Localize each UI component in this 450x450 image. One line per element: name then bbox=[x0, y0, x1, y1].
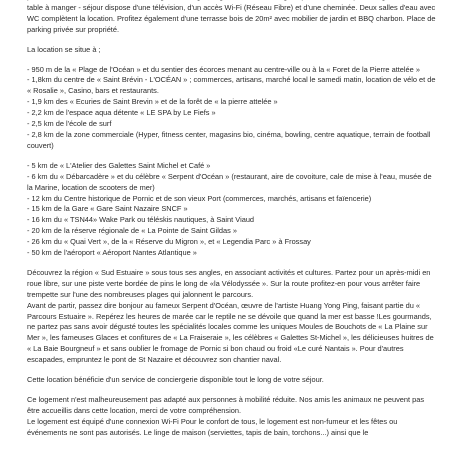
list-item: - 5 km de « L'Atelier des Galettes Saint Michel et Café » bbox=[27, 160, 211, 170]
logement-paragraph-2: Le logement est équipé d'une connexion Wi-Fi Pour le confort de tous, le logement est non-fumeur et les fêtes ou événements ne sont pas autorisés. Le linge de maison (serviettes, tapis de bain, torchons...) ainsi que le bbox=[27, 416, 398, 437]
list-item: - 26 km du « Quai Vert », de la « Réserve du Migron », et « Legendia Parc » à Frossay bbox=[27, 237, 311, 247]
list-item: - 16 km du « TSN44» Wake Park ou téléskis nautiques, à Saint Viaud bbox=[27, 215, 255, 225]
list-item: - 6 km du « Débarcadère » et du célèbre « Serpent d'Océan » (restaurant, aire de covoiture, cale de mise à l'eau, musée de la Marine, location de scooters de mer) bbox=[27, 171, 432, 192]
nearby-list bbox=[27, 65, 436, 152]
conciergerie-paragraph: Cette location bénéficie d'un service de conciergerie disponible tout le long de votre séjour. bbox=[27, 375, 324, 385]
logement-paragraph: Ce logement n'est malheureusement pas adapté aux personnes à mobilité réduite. Nos amis les animaux ne peuvent pas être accueillis dans cette location, merci de votre compréhension. bbox=[27, 395, 425, 415]
list-item: - 2,2 km de l'espace aqua détente « LE SPA by Le Fiefs » bbox=[27, 108, 216, 118]
list-item: - 2,5 km de l'école de surf bbox=[27, 119, 112, 129]
list-item: - 15 km de la Gare « Gare Saint Nazaire SNCF » bbox=[27, 204, 188, 214]
intro-paragraph: table à manger - séjour dispose d'une télévision, d'un accès Wi-Fi (Réseau Fibre) et d'une cheminée. Deux salles d'eau avec WC complètent la location. Profitez également d'une terrasse bois de 20m² avec mobilier de jardin et BBQ charbon. Place de parking privée sur propriété. bbox=[27, 2, 436, 34]
discover-paragraph: Découvrez la région « Sud Estuaire » sous tous ses angles, en associant activités et cultures. Partez pour un après-midi en roue libre, sur une piste verte bordée de pins le long de «la Vélodyssée ». Sur la route profitez-en pour vous arrêter faire trempette sur l'une des nombreuses plages qui jalonnent le parcours. bbox=[27, 267, 431, 299]
list-item: - 950 m de la « Plage de l'Océan » et du sentier des écorces menant au centre-ville ou à la « Foret de la Pierre attelée » bbox=[27, 64, 420, 74]
list-item: - 1,8km du centre de « Saint Brévin - L'OCÉAN » ; commerces, artisans, marché local le samedi matin, location de vélo et de « Rosalie », Casino, bars et restaurants. bbox=[27, 75, 436, 96]
avant-paragraph: Avant de partir, passez dire bonjour au fameux Serpent d'Océan, œuvre de l'artiste Huang Yong Ping, faisant partie du « Parcours Estuaire ». Repérez les heures de marée car le reptile ne se dévoile que quand la mer est basse !Les gourmands, ne partez pas sans avoir dégusté toutes les spécialités locales comme les uniques Moules de Bouchots de « La Plaine sur Mer », les fameuses Glaces et confitures de « La Fraiseraie », les célèbres « Galettes St-Michel », les délicieuses huitres de « La Baie Bourgneuf » et sans oublier le fromage de Pornic si bon chaud ou froid «Le curé Nantais ». Pour d'autres escapades, empruntez le pont de St Nazaire et découvrez son chantier naval. bbox=[27, 300, 434, 365]
distance-list bbox=[27, 161, 436, 259]
location-heading: La location se situe à ; bbox=[27, 44, 101, 54]
list-item: - 12 km du Centre historique de Pornic et de son vieux Port (commerces, marchés, artisans et faïencerie) bbox=[27, 193, 372, 203]
list-item: - 2,8 km de la zone commerciale (Hyper, fitness center, magasins bio, cinéma, bowling, centre aquatique, terrain de football couvert) bbox=[27, 129, 431, 150]
list-item: - 1,9 km des « Ecuries de Saint Brevin » et de la forêt de « la pierre attelée » bbox=[27, 97, 278, 107]
list-item: - 50 km de l'aéroport « Aéroport Nantes Atlantique » bbox=[27, 248, 197, 258]
list-item: - 20 km de la réserve régionale de « La Pointe de Saint Gildas » bbox=[27, 226, 237, 236]
